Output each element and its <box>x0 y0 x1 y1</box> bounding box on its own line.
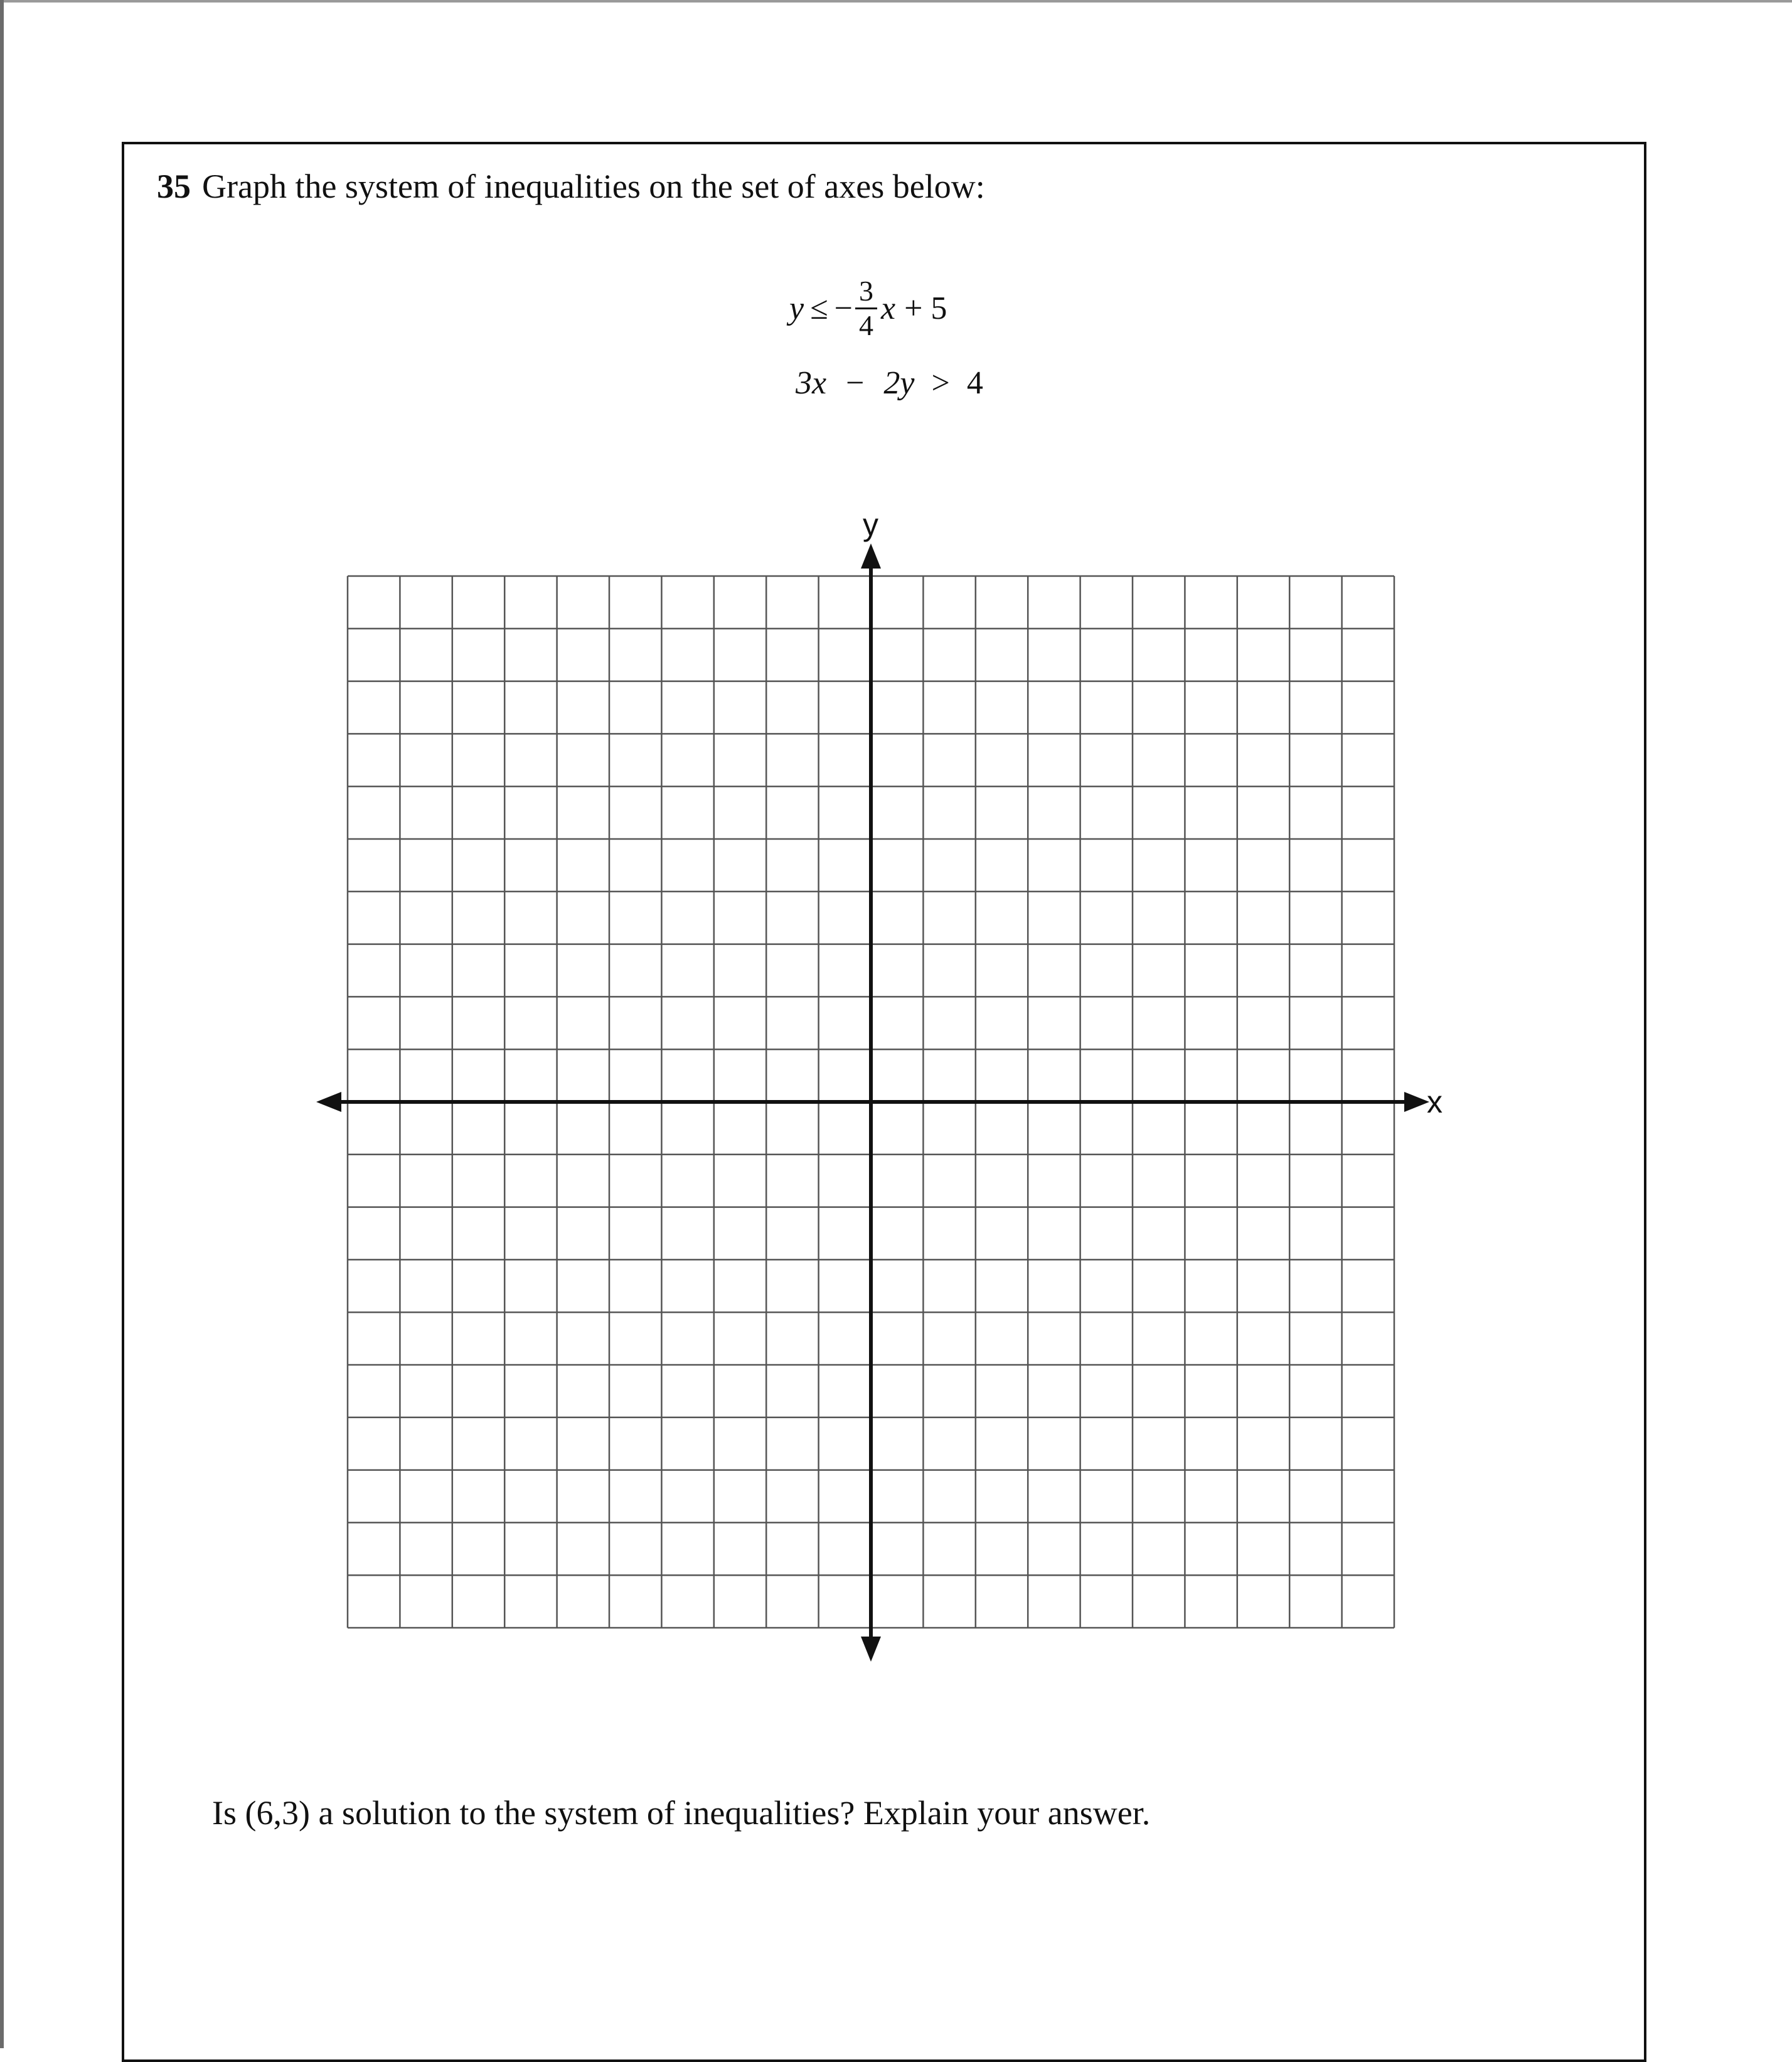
ineq1-denominator: 4 <box>858 309 873 341</box>
ineq2-relation: > <box>931 365 950 401</box>
ineq1-lhs: y <box>789 290 804 326</box>
question-title: Graph the system of inequalities on the set of axes below: <box>202 168 985 205</box>
ineq1-numerator: 3 <box>855 275 877 309</box>
y-axis-label: y <box>863 507 878 542</box>
x-axis-right-arrow <box>1404 1092 1429 1112</box>
y-axis-bottom-arrow <box>861 1637 881 1662</box>
axes <box>316 543 1429 1662</box>
ineq2-rhs: 4 <box>966 365 983 401</box>
x-axis-left-arrow <box>316 1092 341 1112</box>
followup-question: Is (6,3) a solution to the system of inequalities? Explain your answer. <box>212 1794 1151 1832</box>
ineq1-sign: − <box>834 290 853 326</box>
x-axis-label: x <box>1427 1084 1443 1119</box>
ineq1-rest: + 5 <box>904 290 947 326</box>
ineq2-term1: 3x <box>796 365 827 401</box>
ineq1-relation: ≤ <box>810 290 828 326</box>
y-axis-top-arrow <box>861 543 881 569</box>
question-number: 35 <box>157 168 191 205</box>
ineq2-term2: 2y <box>883 365 915 401</box>
ineq1-variable: x <box>880 290 896 326</box>
ineq2-op: − <box>846 365 865 401</box>
